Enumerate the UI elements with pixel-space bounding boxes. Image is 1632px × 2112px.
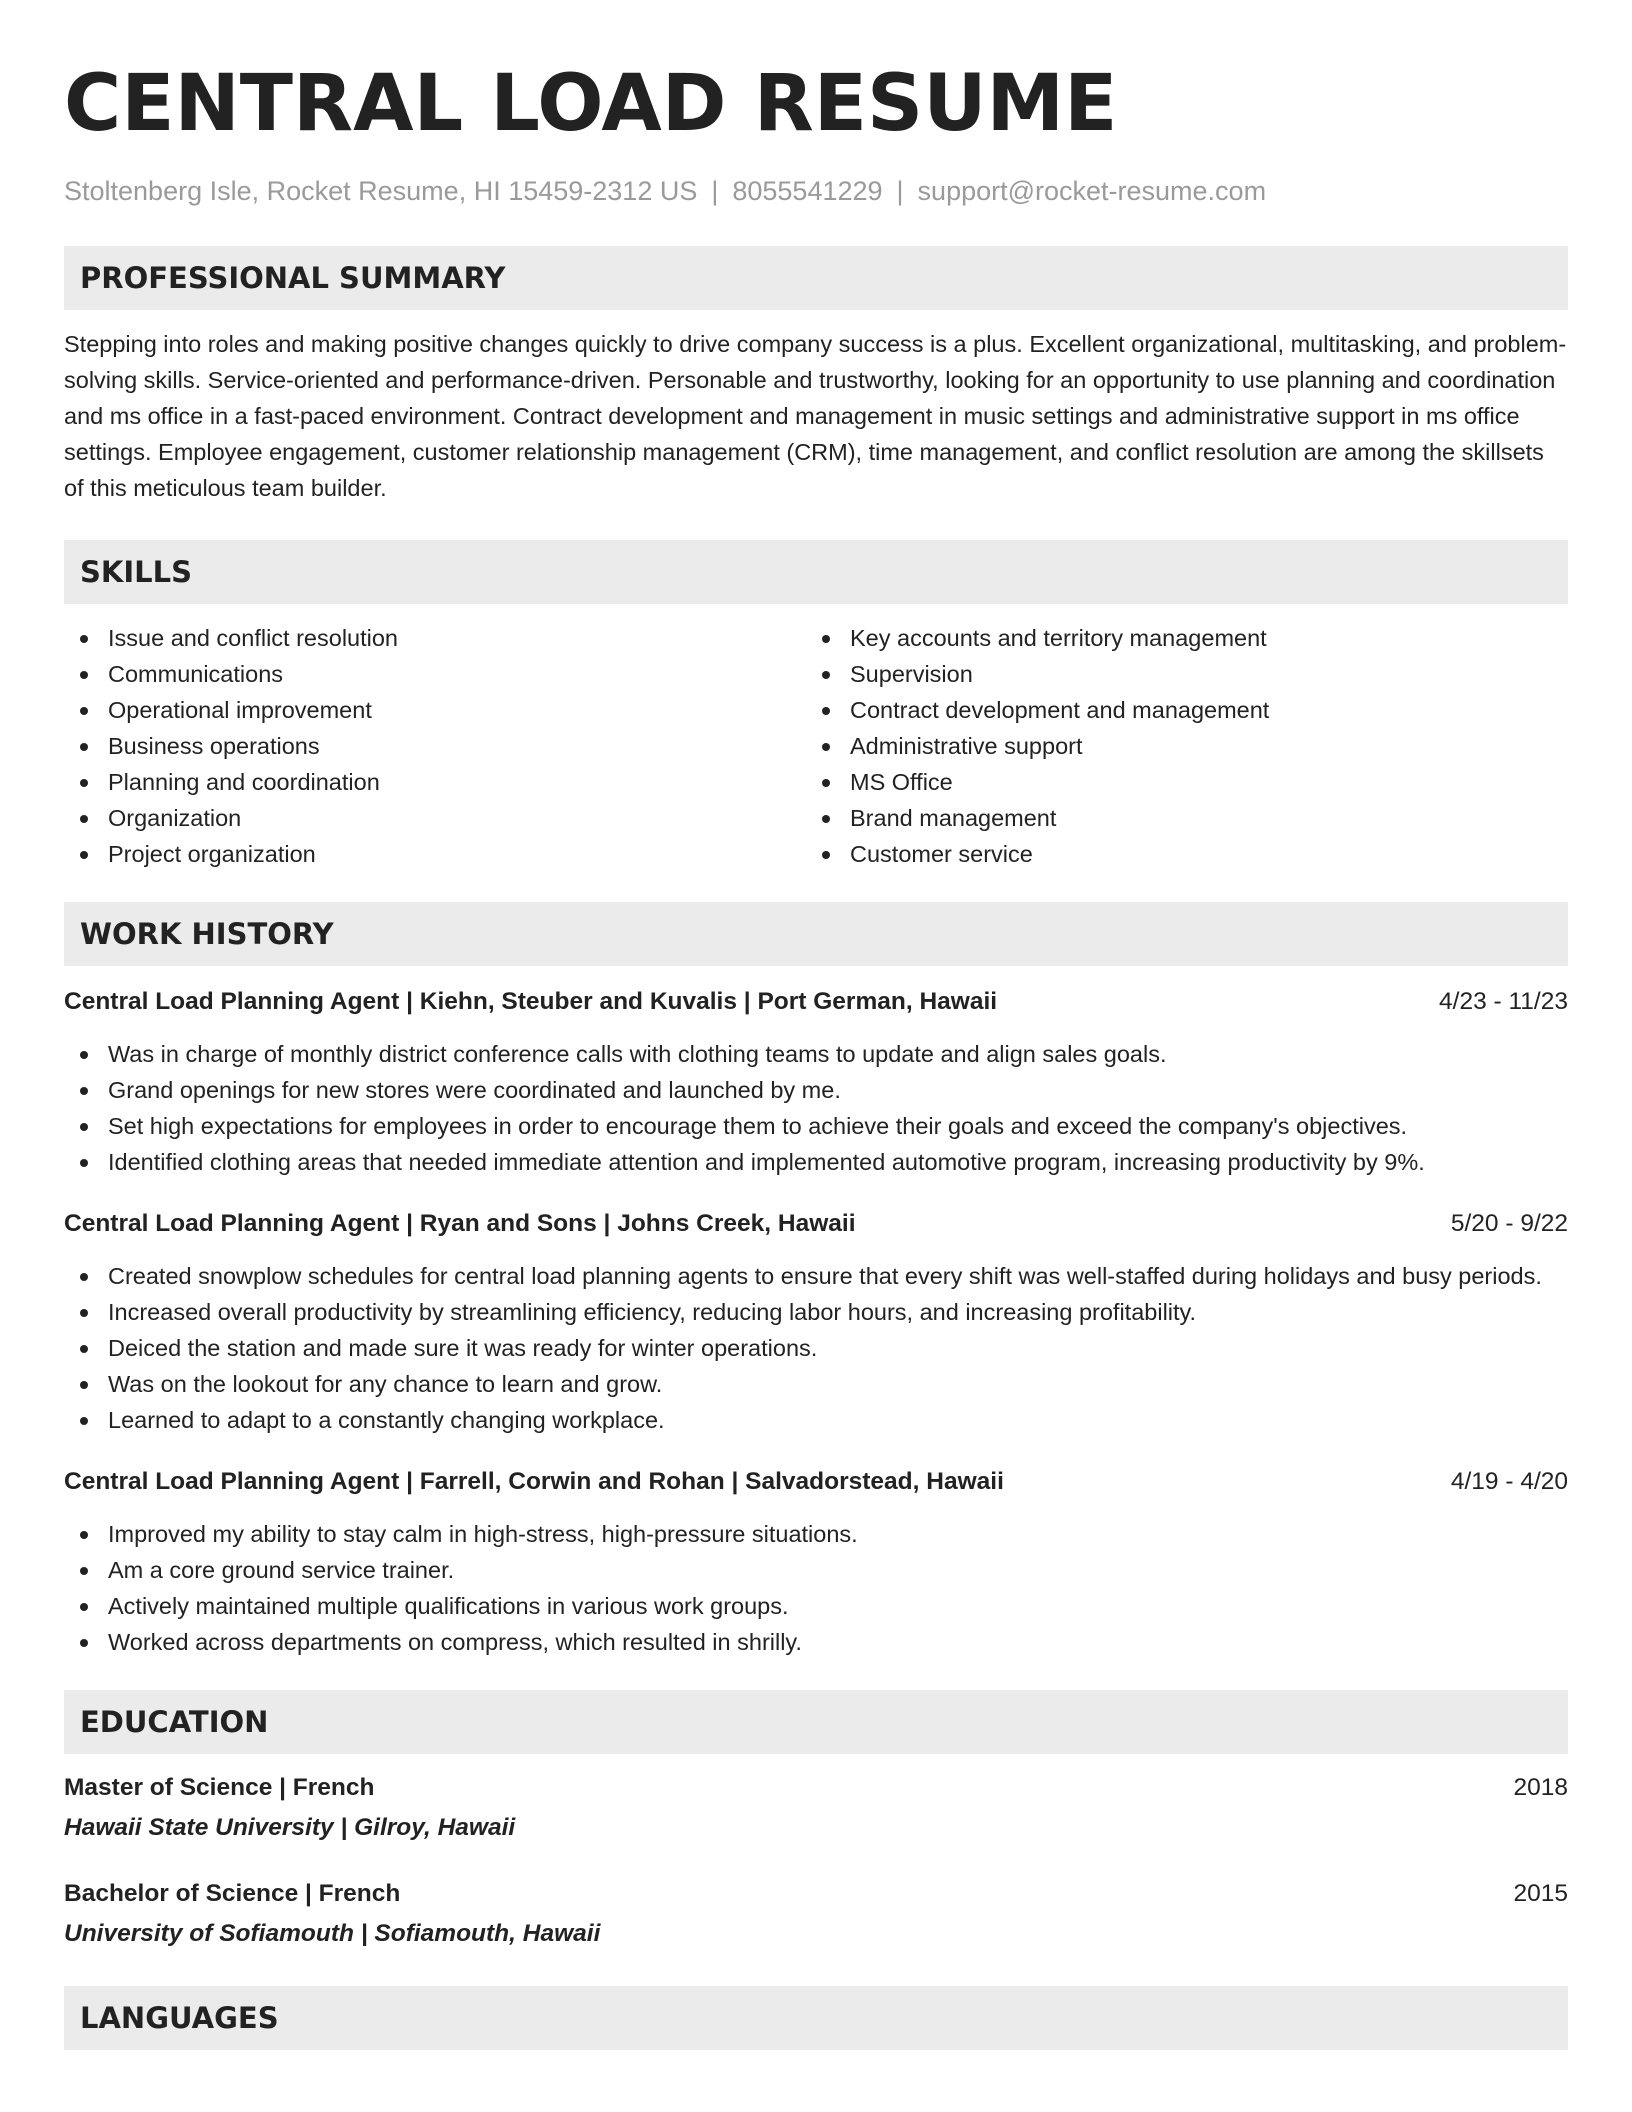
job-entry [64,1206,1568,1438]
skill-item: Communications [64,656,806,692]
job-header [64,1464,1568,1500]
skill-item: Supervision [806,656,1548,692]
skills-list [64,620,1568,872]
skill-item: Brand management [806,800,1548,836]
skill-item: Business operations [64,728,806,764]
job-dates: 4/19 - 4/20 [1450,1468,1568,1495]
job-header [64,984,1568,1020]
contact-line [64,174,1568,208]
job-title: Central Load Planning Agent | Farrell, Corwin and Rohan | Salvadorstead, Hawaii [64,1468,1004,1495]
education-header [64,1876,1568,1912]
section-header-summary: PROFESSIONAL SUMMARY [64,246,1568,310]
education-entry [64,1876,1568,1952]
skill-item: Key accounts and territory management [806,620,1548,656]
skills-column-left [64,620,806,872]
education-header [64,1770,1568,1806]
skill-item: Customer service [806,836,1548,872]
resume-header [64,56,1568,208]
contact-separator: | [711,176,719,206]
summary-text: Stepping into roles and making positive changes quickly to drive company success is a plus. Excellent organizational, multitasking, and problem-solving skills. Service-oriented and performance-driven. Personable and trustworthy, looking for an opportunity to use planning and coordination and ms office in a fast-paced environment. Contract development and management in music settings and administrative support in ms office settings. Employee engagement, customer relationship management (CRM), time management, and conflict resolution are among the skillsets of this meticulous team builder. [64,331,1567,501]
contact-address: Stoltenberg Isle, Rocket Resume, HI 15459-2312 US [64,176,698,206]
job-dates: 5/20 - 9/22 [1450,1210,1568,1237]
skill-item: Planning and coordination [64,764,806,800]
job-title: Central Load Planning Agent | Kiehn, Steuber and Kuvalis | Port German, Hawaii [64,988,998,1015]
skill-item: MS Office [806,764,1548,800]
education-degree: Bachelor of Science | French [64,1880,401,1907]
job-bullets [64,1258,1568,1438]
job-bullet: Actively maintained multiple qualifications in various work groups. [64,1588,1568,1624]
skill-item: Administrative support [806,728,1548,764]
contact-separator: | [896,176,904,206]
job-bullets [64,1036,1568,1180]
job-bullet: Created snowplow schedules for central load planning agents to ensure that every shift was well-staffed during holidays and busy periods. [64,1258,1568,1294]
job-bullet: Am a core ground service trainer. [64,1552,1568,1588]
skill-item: Issue and conflict resolution [64,620,806,656]
contact-phone: 8055541229 [732,176,883,206]
contact-email[interactable]: support@rocket-resume.com [917,176,1267,206]
education-school: Hawaii State University | Gilroy, Hawaii [64,1814,516,1841]
job-bullets [64,1516,1568,1660]
job-bullet: Worked across departments on compress, which resulted in shrilly. [64,1624,1568,1660]
education-year: 2018 [1513,1774,1568,1801]
job-bullet: Was in charge of monthly district conference calls with clothing teams to update and align sales goals. [64,1036,1568,1072]
skill-item: Contract development and management [806,692,1548,728]
job-bullet: Grand openings for new stores were coordinated and launched by me. [64,1072,1568,1108]
job-bullet: Set high expectations for employees in order to encourage them to achieve their goals and exceed the company's objectives. [64,1108,1568,1144]
job-bullet: Was on the lookout for any chance to learn and grow. [64,1366,1568,1402]
job-bullet: Increased overall productivity by streamlining efficiency, reducing labor hours, and increasing profitability. [64,1294,1568,1330]
job-title: Central Load Planning Agent | Ryan and Sons | Johns Creek, Hawaii [64,1210,856,1237]
education-year: 2015 [1513,1880,1568,1907]
job-entry [64,1464,1568,1660]
job-entry [64,984,1568,1180]
resume-name: CENTRAL LOAD RESUME [64,59,1118,149]
skills-column-right [806,620,1548,872]
section-header-skills: SKILLS [64,540,1568,604]
education-entry [64,1770,1568,1846]
job-header [64,1206,1568,1242]
section-header-education: EDUCATION [64,1690,1568,1754]
section-header-work-history: WORK HISTORY [64,902,1568,966]
education-degree: Master of Science | French [64,1774,375,1801]
job-bullet: Learned to adapt to a constantly changing workplace. [64,1402,1568,1438]
job-dates: 4/23 - 11/23 [1439,988,1568,1015]
skill-item: Organization [64,800,806,836]
job-bullet: Improved my ability to stay calm in high-stress, high-pressure situations. [64,1516,1568,1552]
section-header-languages: LANGUAGES [64,1986,1568,2050]
skill-item: Project organization [64,836,806,872]
education-school: University of Sofiamouth | Sofiamouth, Hawaii [64,1920,601,1947]
job-bullet: Deiced the station and made sure it was ready for winter operations. [64,1330,1568,1366]
skill-item: Operational improvement [64,692,806,728]
job-bullet: Identified clothing areas that needed immediate attention and implemented automotive program, increasing productivity by 9%. [64,1144,1568,1180]
